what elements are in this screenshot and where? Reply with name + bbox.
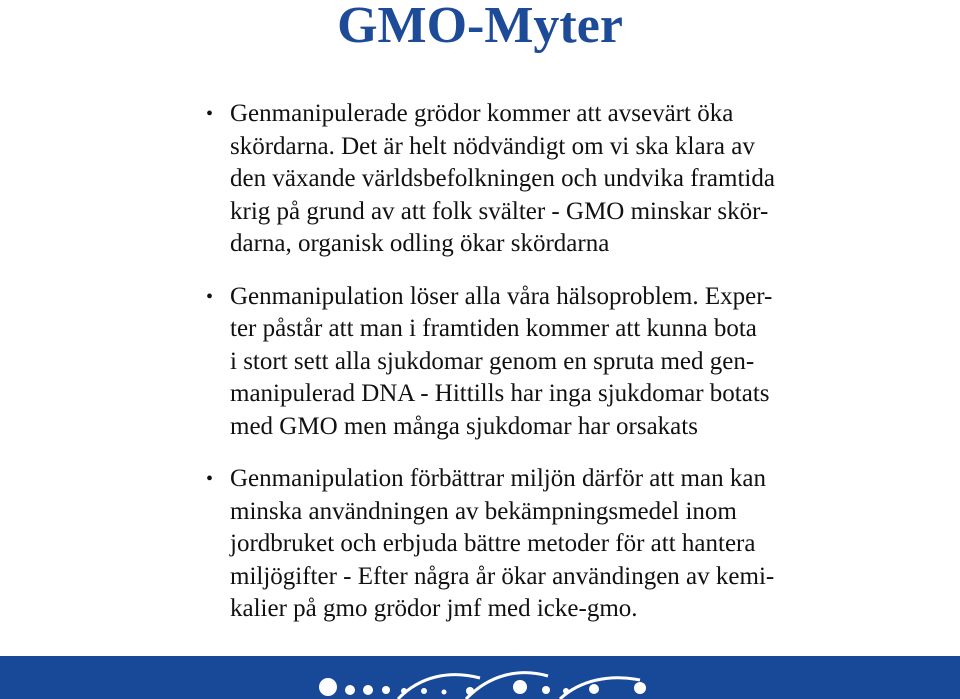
bullet-line: kalier på gmo grödor jmf med icke-gmo. (230, 595, 638, 622)
bullet-line: jordbruket och erbjuda bättre metoder för att hantera (230, 530, 756, 557)
bullet-line: manipulerad DNA - Hittills har inga sjukdomar botats (230, 380, 770, 407)
bullet-line: skördarna. Det är helt nödvändigt om vi ska klara av (230, 132, 755, 160)
bullet-line: i stort sett alla sjukdomar genom en spruta med gen- (230, 347, 755, 375)
bullet-line: miljögifter - Efter några år ökar användingen av kemi- (230, 562, 775, 590)
bullet-line: ter påstår att man i framtiden kommer att kunna bota (230, 315, 757, 342)
bullet-item-environment (200, 463, 860, 626)
bullet-list (200, 98, 860, 646)
footer-band (0, 656, 960, 699)
bullet-item-health (200, 281, 860, 444)
bullet-line: Genmanipulation förbättrar miljön därför att man kan (230, 465, 766, 492)
bullet-line: minska användningen av bekämpningsmedel inom (230, 497, 737, 525)
bullet-icon: • (206, 285, 214, 308)
footer-ornament (0, 656, 960, 699)
bullet-item-yield (200, 98, 860, 261)
bullet-line: krig på grund av att folk svälter - GMO minskar skör- (230, 197, 769, 225)
bullet-line: den växande världsbefolkningen och undvika framtida (230, 165, 775, 192)
bullet-line: Genmanipulerade grödor kommer att avsevärt öka (230, 100, 734, 127)
bullet-line: darna, organisk odling ökar skördarna (230, 230, 610, 257)
page-title: GMO-Myter (337, 0, 623, 54)
bullet-line: med GMO men många sjukdomar har orsakats (230, 412, 698, 440)
bullet-line: Genmanipulation löser alla våra hälsoproblem. Exper- (230, 282, 773, 310)
bullet-icon: • (206, 103, 214, 125)
bullet-icon: • (206, 468, 214, 490)
